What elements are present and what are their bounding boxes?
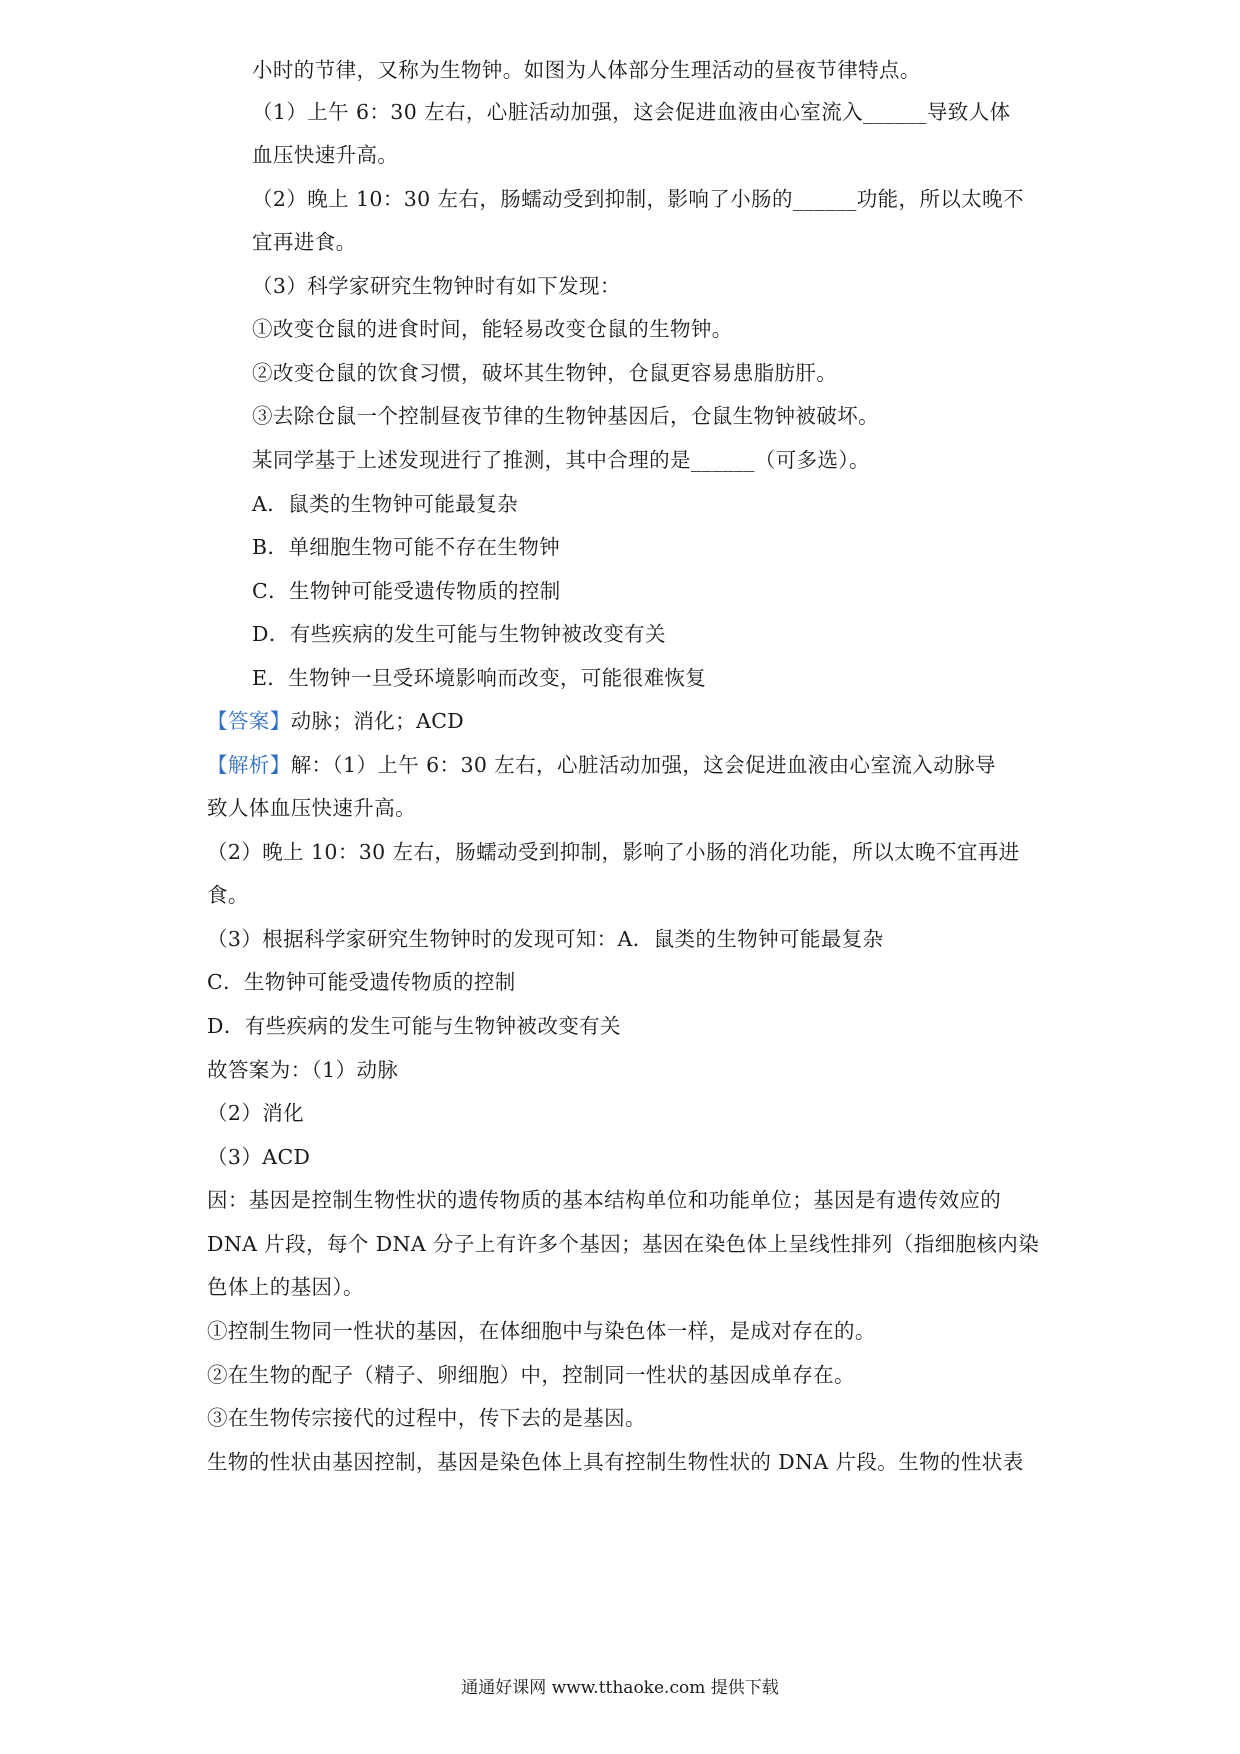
finding-3: ③去除仓鼠一个控制昼夜节律的生物钟基因后，仓鼠生物钟被破坏。 [252, 404, 879, 428]
analysis-line-15: ②在生物的配子（精子、卵细胞）中，控制同一性状的基因成单存在。 [207, 1363, 855, 1387]
option-e: E．生物钟一旦受环境影响而改变，可能很难恢复 [252, 666, 707, 690]
option-d: D．有些疾病的发生可能与生物钟被改变有关 [252, 622, 666, 646]
analysis-line-10: （3）ACD [207, 1145, 311, 1169]
analysis-line-14: ①控制生物同一性状的基因，在体细胞中与染色体一样，是成对存在的。 [207, 1319, 876, 1343]
analysis-line-9: （2）消化 [207, 1101, 305, 1125]
analysis-line-8: 故答案为：（1）动脉 [207, 1058, 399, 1082]
analysis-line-1 [207, 751, 996, 779]
analysis-line-12: DNA 片段，每个 DNA 分子上有许多个基因；基因在染色体上呈线性排列（指细胞核内染 [207, 1232, 1040, 1256]
question-1-text: （1）上午 6：30 左右，心脏活动加强，这会促进血液由心室流入______导致人体 [252, 100, 1011, 124]
question-2-text-cont: 宜再进食。 [252, 230, 357, 254]
intro-text: 小时的节律，又称为生物钟。如图为人体部分生理活动的昼夜节律特点。 [252, 58, 921, 82]
question-3-intro: （3）科学家研究生物钟时有如下发现： [252, 274, 621, 298]
analysis-line-6: C．生物钟可能受遗传物质的控制 [207, 970, 516, 994]
analysis-tag: 【解析】 [207, 753, 291, 777]
answer-line [207, 707, 464, 735]
option-a: A．鼠类的生物钟可能最复杂 [252, 492, 519, 516]
analysis-line-2: 致人体血压快速升高。 [207, 796, 416, 820]
analysis-line-3: （2）晚上 10：30 左右，肠蠕动受到抑制，影响了小肠的消化功能，所以太晚不宜再进 [207, 840, 1020, 864]
analysis-line-7: D．有些疾病的发生可能与生物钟被改变有关 [207, 1014, 621, 1038]
analysis-line-11: 因：基因是控制生物性状的遗传物质的基本结构单位和功能单位；基因是有遗传效应的 [207, 1188, 1002, 1212]
option-c: C．生物钟可能受遗传物质的控制 [252, 579, 561, 603]
analysis-line-13: 色体上的基因）。 [207, 1275, 364, 1299]
question-3-prompt: 某同学基于上述发现进行了推测，其中合理的是______（可多选）。 [252, 448, 870, 472]
option-b: B．单细胞生物可能不存在生物钟 [252, 535, 561, 559]
analysis-line-4: 食。 [207, 883, 249, 907]
page-footer: 通通好课网 www.tthaoke.com 提供下载 [461, 1678, 779, 1698]
answer-text: 动脉；消化；ACD [290, 709, 465, 733]
analysis-line-5: （3）根据科学家研究生物钟时的发现可知：A．鼠类的生物钟可能最复杂 [207, 927, 884, 951]
analysis-text: 解：（1）上午 6：30 左右，心脏活动加强，这会促进血液由心室流入动脉导 [290, 753, 996, 777]
finding-1: ①改变仓鼠的进食时间，能轻易改变仓鼠的生物钟。 [252, 317, 733, 341]
answer-tag: 【答案】 [207, 709, 291, 733]
finding-2: ②改变仓鼠的饮食习惯，破坏其生物钟，仓鼠更容易患脂肪肝。 [252, 361, 838, 385]
analysis-line-17: 生物的性状由基因控制，基因是染色体上具有控制生物性状的 DNA 片段。生物的性状表 [207, 1450, 1024, 1474]
analysis-line-16: ③在生物传宗接代的过程中，传下去的是基因。 [207, 1406, 646, 1430]
question-1-text-cont: 血压快速升高。 [252, 143, 399, 167]
question-2-text: （2）晚上 10：30 左右，肠蠕动受到抑制，影响了小肠的______功能，所以太晚不 [252, 187, 1024, 211]
